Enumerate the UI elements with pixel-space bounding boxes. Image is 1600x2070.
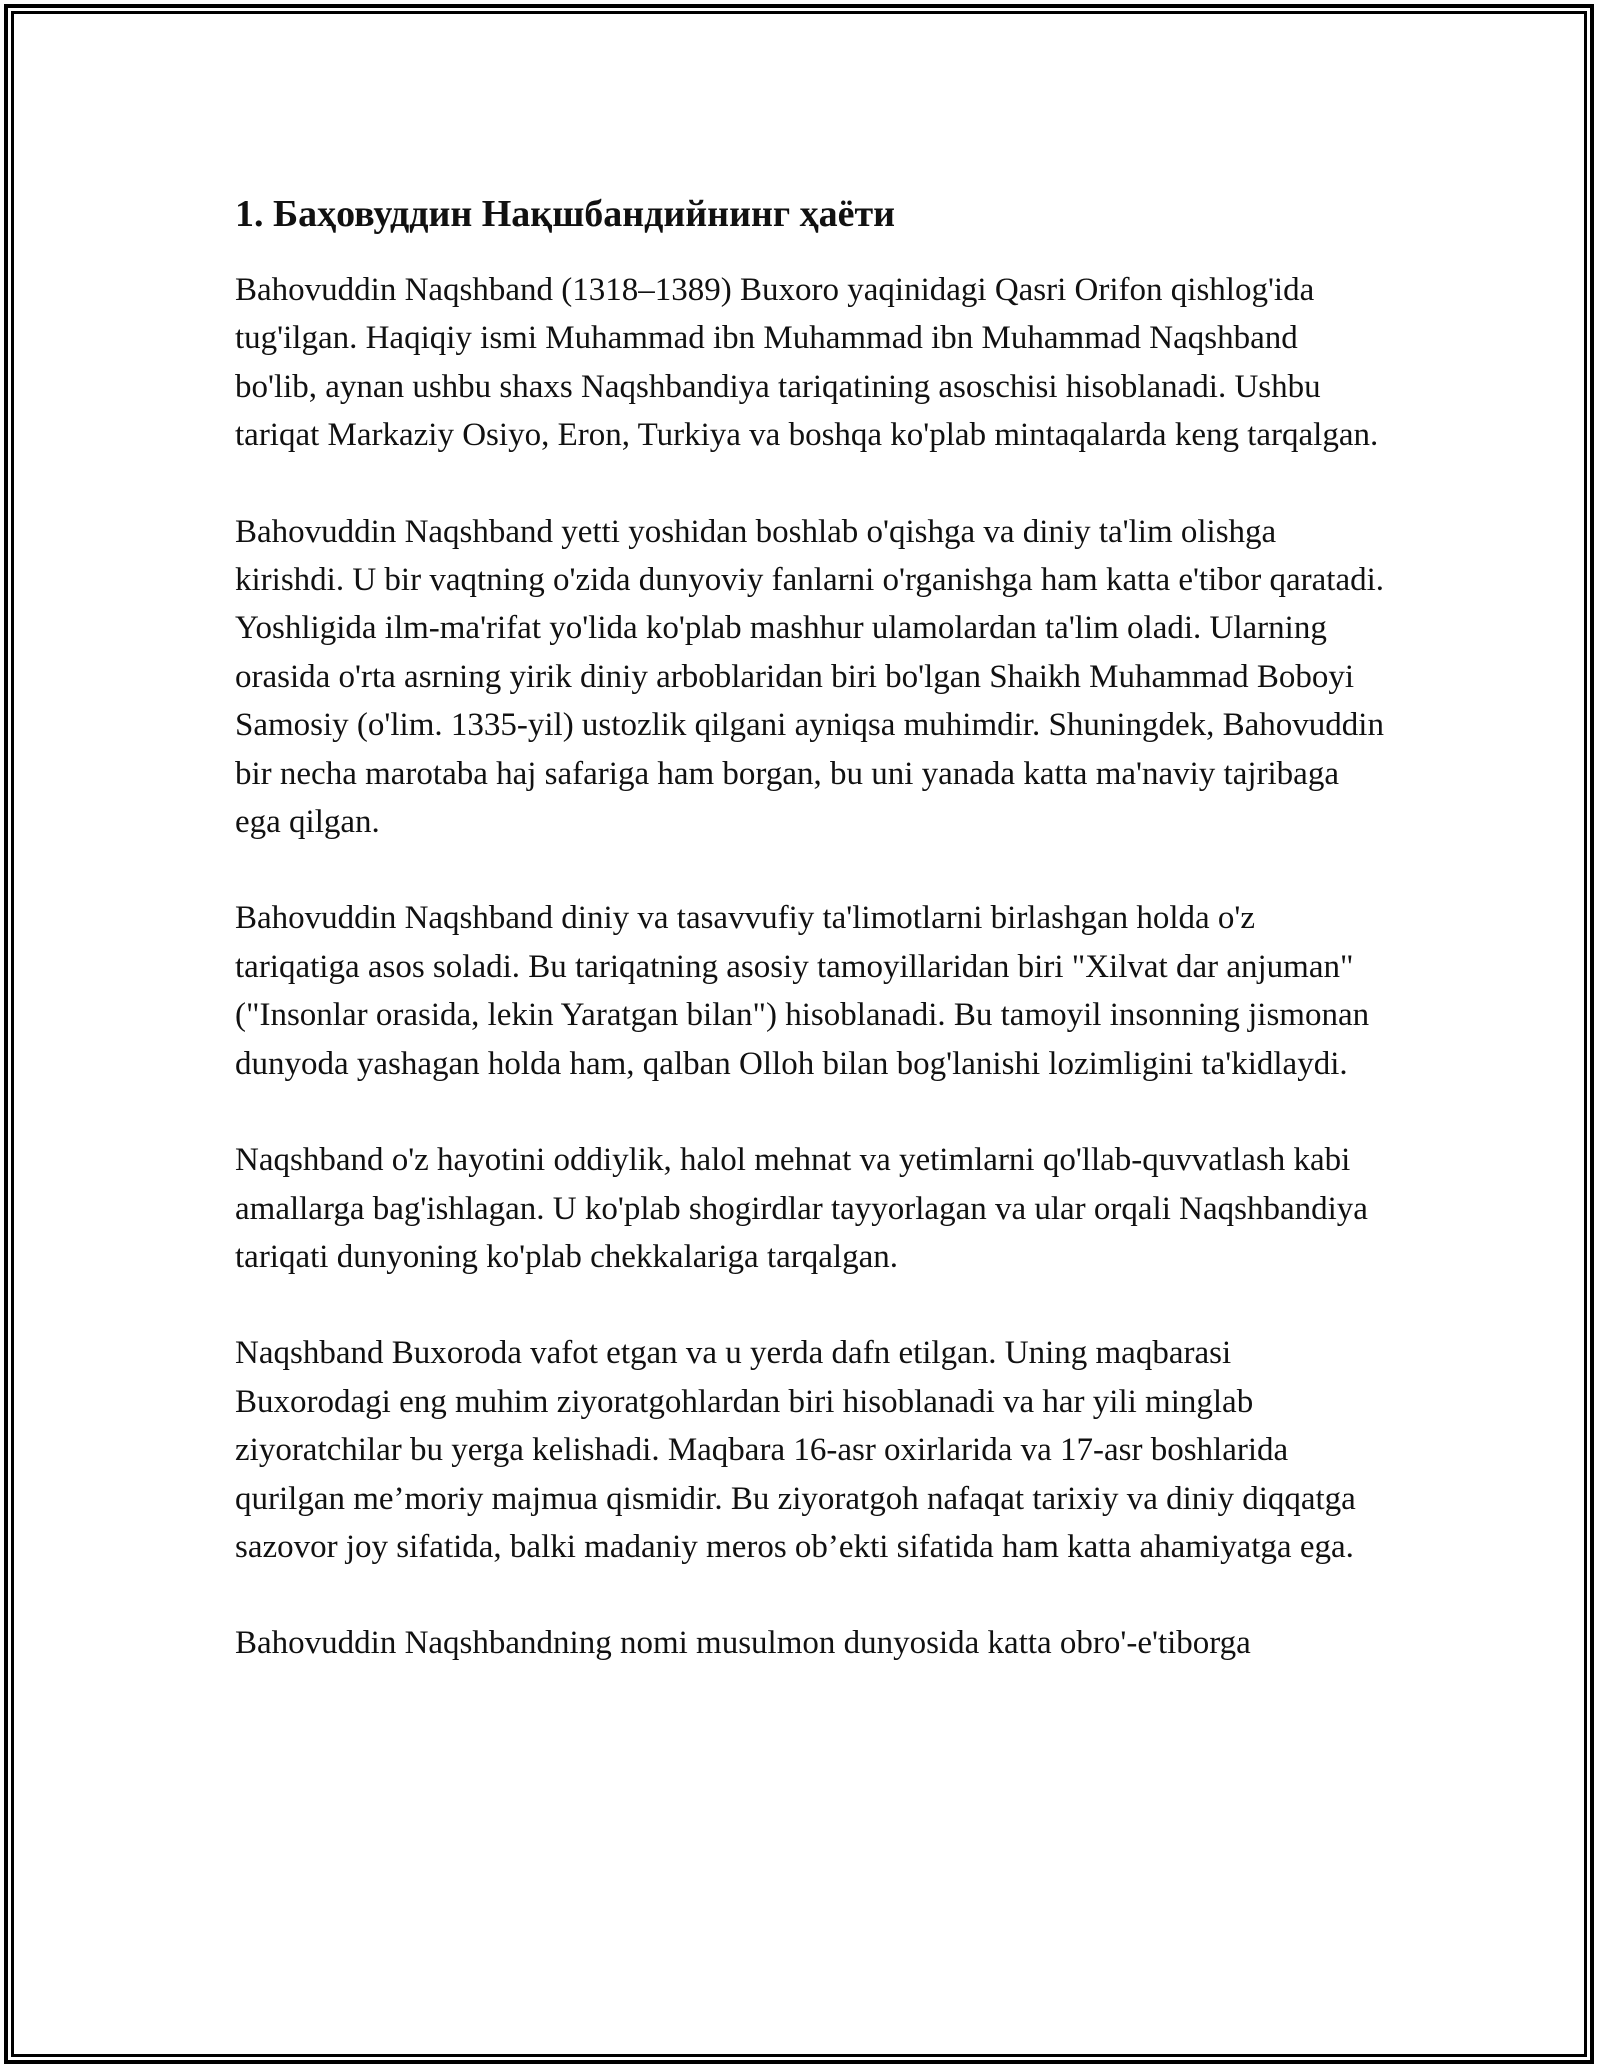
paragraph-education: Bahovuddin Naqshband yetti yoshidan boshlab o'qishga va diniy ta'lim olishga kirishdi. U bir vaqtning o'zida dunyoviy fanlarni o'rganishga ham katta e'tibor qaratadi. Yoshligida ilm-ma'rifat yo'lida ko'plab mashhur ulamolardan ta'lim oladi. Ularning orasida o'rta asrning yirik diniy arboblaridan biri bo'lgan Shaikh Muhammad Boboyi Samosiy (o'lim. 1335-yil) ustozlik qilgani ayniqsa muhimdir. Shuningdek, Bahovuddin bir necha marotaba haj safariga ham borgan, bu uni yanada katta ma'naviy tajribaga ega qilgan. [235,513,1385,841]
document-body [235,190,1385,1716]
paragraph-teachings: Bahovuddin Naqshband diniy va tasavvufiy ta'limotlarni birlashgan holda o'z tariqatiga asos soladi. Bu tariqatning asosiy tamoyillaridan biri "Xilvat dar anjuman" ("Insonlar orasida, lekin Yaratgan bilan") hisoblanadi. Bu tamoyil insonning jismonan dunyoda yashagan holda ham, qalban Olloh bilan bog'lanishi lozimligini ta'kidlaydi. [235,900,1370,1082]
paragraph-birth: Bahovuddin Naqshband (1318–1389) Buxoro yaqinidagi Qasri Orifon qishlog'ida tug'ilgan. Haqiqiy ismi Muhammad ibn Muhammad ibn Muhammad Naqshband bo'lib, aynan ushbu shaxs Naqshbandiya tariqatining asoschisi hisoblanadi. Ushbu tariqat Markaziy Osiyo, Eron, Turkiya va boshqa ko'plab mintaqalarda keng tarqalgan. [235,272,1379,454]
paragraph-legacy: Bahovuddin Naqshbandning nomi musulmon dunyosida katta obro'-e'tiborga [235,1625,1251,1662]
paragraph-mausoleum: Naqshband Buxoroda vafot etgan va u yerda dafn etilgan. Uning maqbarasi Buxorodagi eng muhim ziyoratgohlardan biri hisoblanadi va har yili minglab ziyoratchilar bu yerga kelishadi. Maqbara 16-asr oxirlarida va 17-asr boshlarida qurilgan me’moriy majmua qismidir. Bu ziyoratgoh nafaqat tarixiy va diniy diqqatga sazovor joy sifatida, balki madaniy meros ob’ekti sifatida ham katta ahamiyatga ega. [235,1335,1356,1565]
paragraph-life-values: Naqshband o'z hayotini oddiylik, halol mehnat va yetimlarni qo'llab-quvvatlash kabi amallarga bag'ishlagan. U ko'plab shogirdlar tayyorlagan va ular orqali Naqshbandiya tariqati dunyoning ko'plab chekkalariga tarqalgan. [235,1142,1368,1275]
section-heading: 1. Баҳовуддин Нақшбандийнинг ҳаёти [235,193,896,235]
